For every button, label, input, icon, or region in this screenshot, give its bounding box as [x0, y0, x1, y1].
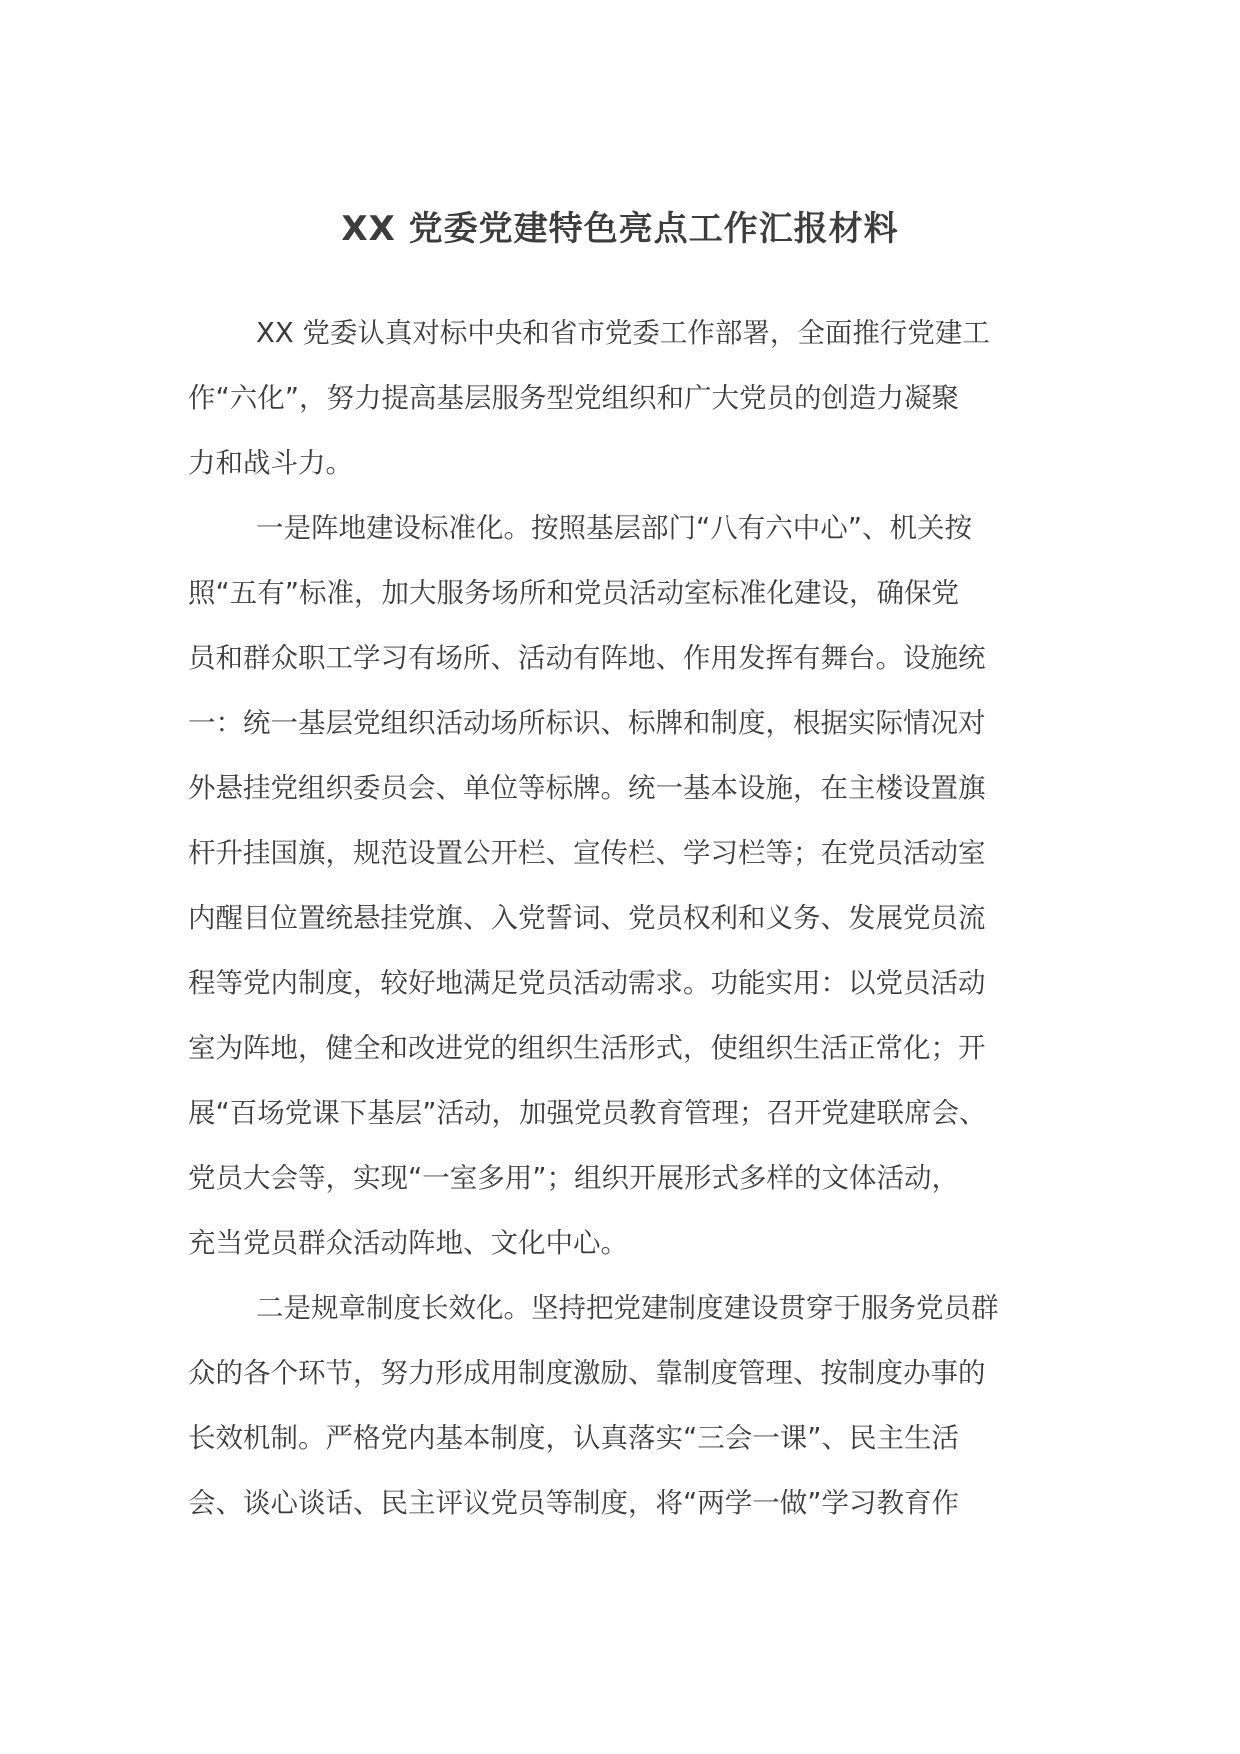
text-line: 作“六化”，努力提高基层服务型党组织和广大党员的创造力凝聚	[188, 382, 959, 414]
text-line: XX 党委认真对标中央和省市党委工作部署，全面推行党建工	[256, 317, 990, 349]
document-body	[188, 301, 1068, 1536]
text-line: 充当党员群众活动阵地、文化中心。	[188, 1227, 628, 1259]
text-line: 内醒目位置统悬挂党旗、入党誓词、党员权利和义务、发展党员流	[188, 902, 986, 934]
text-line: 长效机制。严格党内基本制度，认真落实“三会一课”、民主生活	[188, 1422, 959, 1454]
text-line: 员和群众职工学习有场所、活动有阵地、作用发挥有舞台。设施统	[188, 642, 986, 674]
text-line: 展“百场党课下基层”活动，加强党员教育管理；召开党建联席会、	[188, 1097, 987, 1129]
text-line: 党员大会等，实现“一室多用”；组织开展形式多样的文体活动，	[188, 1162, 959, 1194]
text-line: 一：统一基层党组织活动场所标识、标牌和制度，根据实际情况对	[188, 707, 986, 739]
text-line: 照“五有”标准，加大服务场所和党员活动室标准化建设，确保党	[188, 577, 959, 609]
paragraph-standardization	[188, 496, 1068, 1276]
text-line: 一是阵地建设标准化。按照基层部门“八有六中心”、机关按	[256, 512, 972, 544]
text-line: 程等党内制度，较好地满足党员活动需求。功能实用：以党员活动	[188, 967, 986, 999]
text-line: 室为阵地，健全和改进党的组织生活形式，使组织生活正常化；开	[188, 1032, 986, 1064]
text-line: 杆升挂国旗，规范设置公开栏、宣传栏、学习栏等；在党员活动室	[188, 837, 986, 869]
text-line: 力和战斗力。	[188, 447, 353, 479]
text-line: 二是规章制度长效化。坚持把党建制度建设贯穿于服务党员群	[256, 1292, 999, 1324]
paragraph-regulations	[188, 1276, 1068, 1536]
paragraph-intro	[188, 301, 1068, 496]
document-title: XX 党委党建特色亮点工作汇报材料	[341, 209, 899, 249]
text-line: 众的各个环节，努力形成用制度激励、靠制度管理、按制度办事的	[188, 1357, 986, 1389]
text-line: 会、谈心谈话、民主评议党员等制度，将“两学一做”学习教育作	[188, 1487, 959, 1519]
text-line: 外悬挂党组织委员会、单位等标牌。统一基本设施，在主楼设置旗	[188, 772, 986, 804]
